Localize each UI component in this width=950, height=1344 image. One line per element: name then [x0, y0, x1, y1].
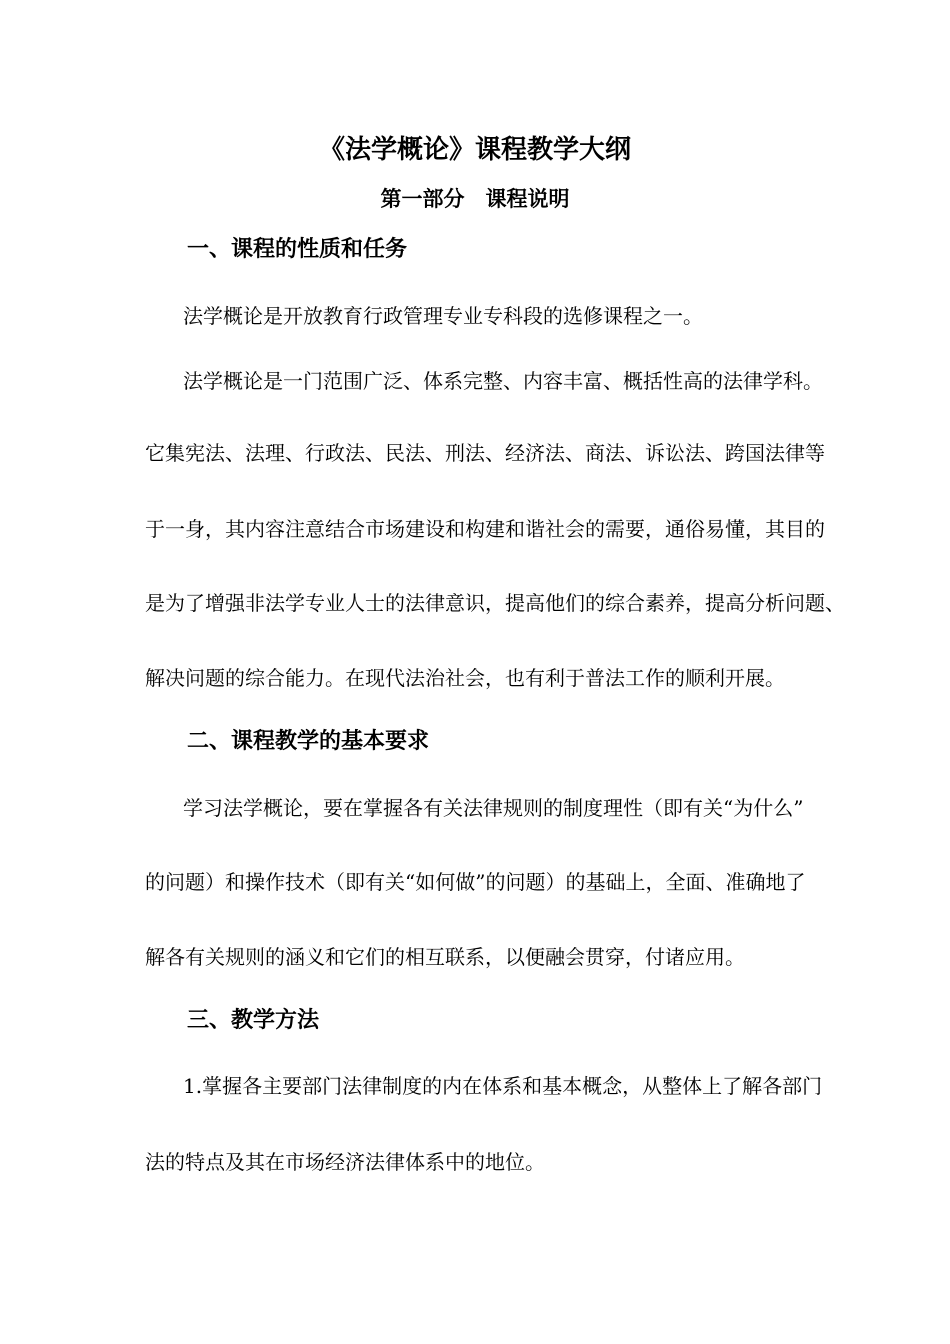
paragraph-line: 1.掌握各主要部门法律制度的内在体系和基本概念，从整体上了解各部门	[183, 1074, 823, 1098]
section-heading-2: 二、课程教学的基本要求	[187, 728, 430, 754]
paragraph-line: 的问题）和操作技术（即有关“如何做”的问题）的基础上，全面、准确地了	[145, 870, 806, 894]
paragraph-line: 它集宪法、法理、行政法、民法、刑法、经济法、商法、诉讼法、跨国法律等	[145, 441, 825, 465]
section-heading-1: 一、课程的性质和任务	[187, 236, 408, 262]
part-heading: 第一部分 课程说明	[380, 186, 570, 211]
paragraph-line: 法学概论是开放教育行政管理专业专科段的选修课程之一。	[183, 304, 703, 328]
paragraph-line: 法学概论是一门范围广泛、体系完整、内容丰富、概括性高的法律学科。	[183, 369, 823, 393]
paragraph-line: 解决问题的综合能力。在现代法治社会，也有利于普法工作的顺利开展。	[145, 666, 785, 690]
section-heading-3: 三、教学方法	[187, 1007, 320, 1033]
paragraph-line: 法的特点及其在市场经济法律体系中的地位。	[145, 1150, 545, 1174]
paragraph-line: 于一身，其内容注意结合市场建设和构建和谐社会的需要，通俗易懂，其目的	[145, 517, 825, 541]
paragraph-line: 学习法学概论，要在掌握各有关法律规则的制度理性（即有关“为什么”	[183, 796, 804, 820]
paragraph-line: 解各有关规则的涵义和它们的相互联系，以便融会贯穿，付诸应用。	[145, 945, 745, 969]
document-title: 《法学概论》课程教学大纲	[318, 135, 631, 165]
paragraph-line: 是为了增强非法学专业人士的法律意识，提高他们的综合素养，提高分析问题、	[145, 591, 845, 615]
